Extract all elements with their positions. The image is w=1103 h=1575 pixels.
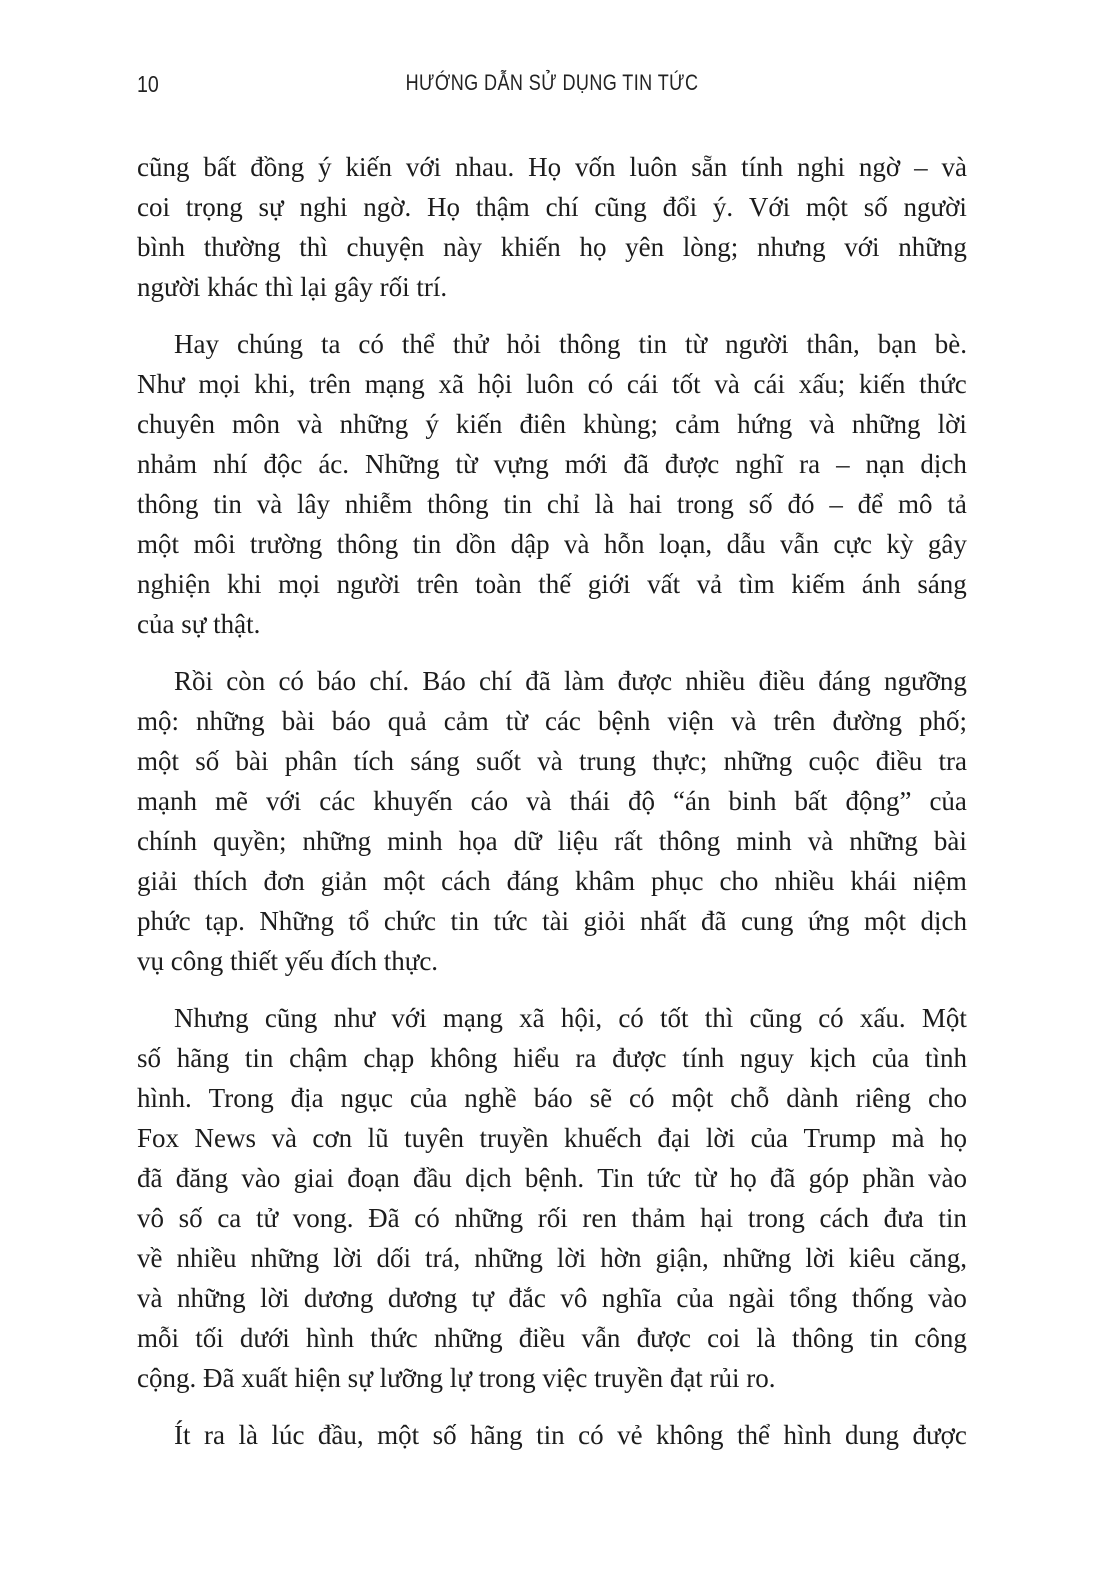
page-header (137, 70, 967, 98)
text-line: coi trọng sự nghi ngờ. Họ thậm chí cũng đổi ý. Với một số người (137, 192, 967, 222)
text-line: cộng. Đã xuất hiện sự lưỡng lự trong việc truyền đạt rủi ro. (137, 1363, 776, 1393)
text-line: vụ công thiết yếu đích thực. (137, 946, 439, 976)
text-line: Ít ra là lúc đầu, một số hãng tin có vẻ không thể hình dung được (174, 1420, 967, 1450)
text-line: số hãng tin chậm chạp không hiểu ra được tính nguy kịch của tình (137, 1043, 967, 1073)
text-line: giải thích đơn giản một cách đáng khâm phục cho nhiều khái niệm (137, 866, 967, 896)
text-line: phức tạp. Những tổ chức tin tức tài giỏi nhất đã cung ứng một dịch (137, 906, 967, 936)
text-line: mỗi tối dưới hình thức những điều vẫn được coi là thông tin công (137, 1323, 967, 1353)
text-line: mộ: những bài báo quả cảm từ các bệnh viện và trên đường phố; (137, 706, 967, 736)
paragraph (137, 324, 967, 644)
text-line: người khác thì lại gây rối trí. (137, 272, 448, 302)
text-line: bình thường thì chuyện này khiến họ yên lòng; nhưng với những (137, 232, 967, 262)
text-line: một môi trường thông tin dồn dập và hỗn loạn, dẫu vẫn cực kỳ gây (137, 529, 967, 559)
text-line: vô số ca tử vong. Đã có những rối ren thảm hại trong cách đưa tin (137, 1203, 967, 1233)
text-line: về nhiều những lời dối trá, những lời hờn giận, những lời kiêu căng, (137, 1243, 967, 1273)
text-line: của sự thật. (137, 609, 261, 639)
text-line: và những lời dương dương tự đắc vô nghĩa của ngài tổng thống vào (137, 1283, 967, 1313)
text-line: cũng bất đồng ý kiến với nhau. Họ vốn luôn sẵn tính nghi ngờ – và (137, 152, 967, 182)
text-line: Hay chúng ta có thể thử hỏi thông tin từ người thân, bạn bè. (174, 329, 967, 359)
text-line: thông tin và lây nhiễm thông tin chỉ là hai trong số đó – để mô tả (137, 489, 967, 519)
text-line: chuyên môn và những ý kiến điên khùng; cảm hứng và những lời (137, 409, 967, 439)
text-line: Rồi còn có báo chí. Báo chí đã làm được nhiều điều đáng ngưỡng (174, 666, 967, 696)
text-line: hình. Trong địa ngục của nghề báo sẽ có một chỗ dành riêng cho (137, 1083, 967, 1113)
page-body (137, 147, 967, 1455)
text-line: mạnh mẽ với các khuyến cáo và thái độ “án binh bất động” của (137, 786, 967, 816)
paragraph (137, 1415, 967, 1455)
text-line: Nhưng cũng như với mạng xã hội, có tốt thì cũng có xấu. Một (174, 1003, 967, 1033)
paragraph (137, 147, 967, 307)
text-line: đã đăng vào giai đoạn đầu dịch bệnh. Tin tức từ họ đã góp phần vào (137, 1163, 967, 1193)
text-line: nhảm nhí độc ác. Những từ vựng mới đã được nghĩ ra – nạn dịch (137, 449, 967, 479)
text-line: Như mọi khi, trên mạng xã hội luôn có cái tốt và cái xấu; kiến thức (137, 369, 967, 399)
page-number: 10 (137, 71, 159, 97)
text-line: Fox News và cơn lũ tuyên truyền khuếch đại lời của Trump mà họ (137, 1123, 967, 1153)
text-line: một số bài phân tích sáng suốt và trung thực; những cuộc điều tra (137, 746, 967, 776)
paragraph (137, 998, 967, 1398)
running-title: HƯỚNG DẪN SỬ DỤNG TIN TỨC (405, 70, 699, 95)
text-line: chính quyền; những minh họa dữ liệu rất thông minh và những bài (137, 826, 967, 856)
paragraph (137, 661, 967, 981)
text-line: nghiện khi mọi người trên toàn thế giới vất vả tìm kiếm ánh sáng (137, 569, 967, 599)
